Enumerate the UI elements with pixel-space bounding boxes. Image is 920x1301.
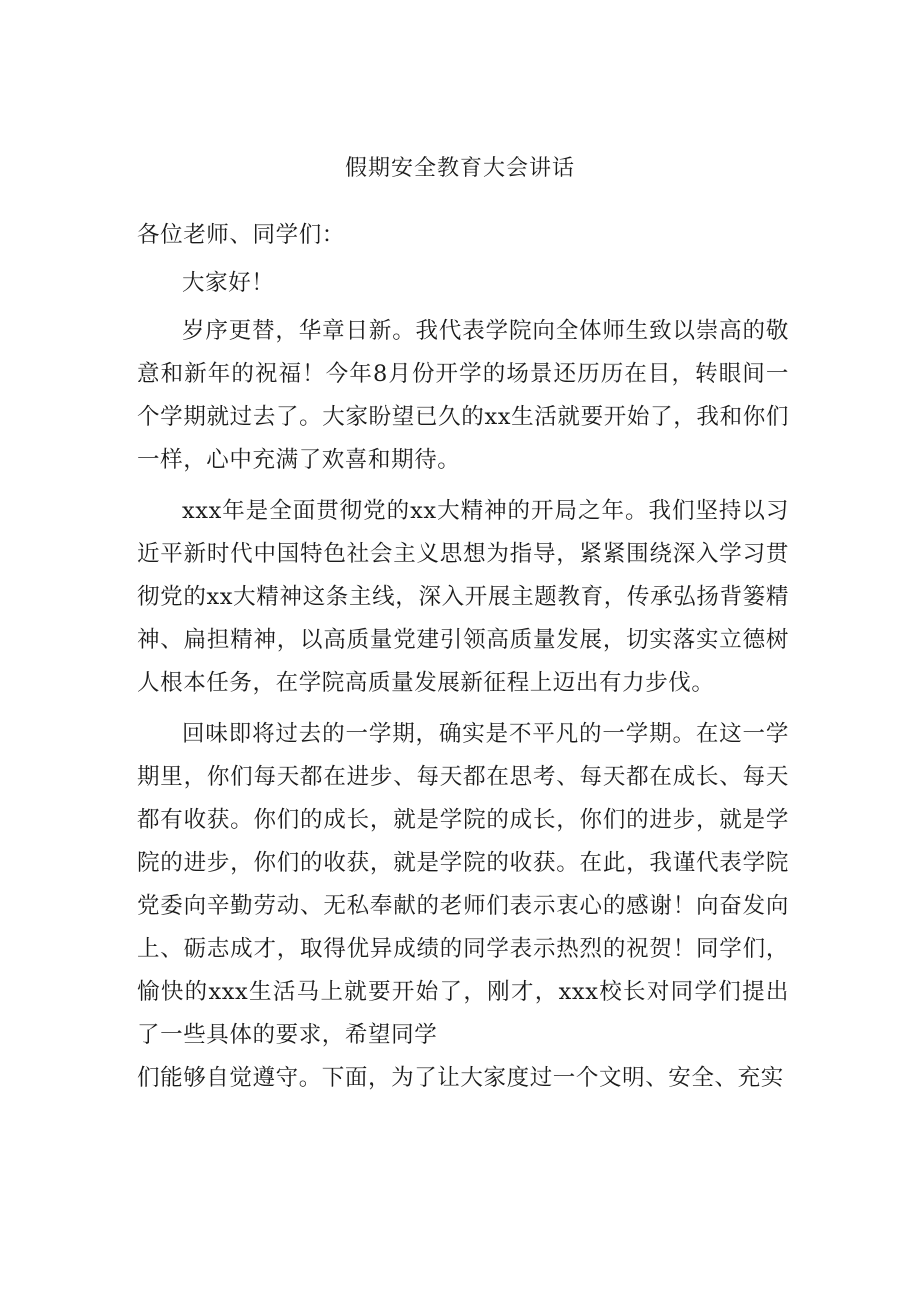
paragraph-3: 回味即将过去的一学期，确实是不平凡的一学期。在这一学期里，你们每天都在进步、每天都在思考、每天都在成长、每天都有收获。你们的成长，就是学院的成长，你们的进步，就是学院的进步，你们的收获，就是学院的收获。在此，我谨代表学院党委向辛勤劳动、无私奉献的老师们表示衷心的感谢！向奋发向上、砺志成才，取得优异成绩的同学表示热烈的祝贺！同学们，愉快的xxx生活马上就要开始了，刚才，xxx校长对同学们提出了一些具体的要求，希望同学	[137, 721, 789, 1048]
paragraph-2: xxx年是全面贯彻党的xx大精神的开局之年。我们坚持以习近平新时代中国特色社会主义思想为指导，紧紧围绕深入学习贯彻党的xx大精神这条主线，深入开展主题教育，传承弘扬背篓精神、扁担精神，以高质量党建引领高质量发展，切实落实立德树人根本任务，在学院高质量发展新征程上迈出有力步伐。	[137, 498, 789, 696]
document-title: 假期安全教育大会讲话	[344, 156, 575, 181]
salutation: 各位老师、同学们：	[137, 222, 345, 248]
paragraph-1: 岁序更替，华章日新。我代表学院向全体师生致以崇高的敬意和新年的祝福！今年8月份开学的场景还历历在目，转眼间一个学期就过去了。大家盼望已久的xx生活就要开始了，我和你们一样，心中充满了欢喜和期待。	[137, 318, 789, 473]
paragraph-4: 们能够自觉遵守。下面，为了让大家度过一个文明、安全、充实	[137, 1065, 784, 1091]
greeting: 大家好！	[182, 270, 275, 296]
document-body	[137, 214, 789, 1100]
